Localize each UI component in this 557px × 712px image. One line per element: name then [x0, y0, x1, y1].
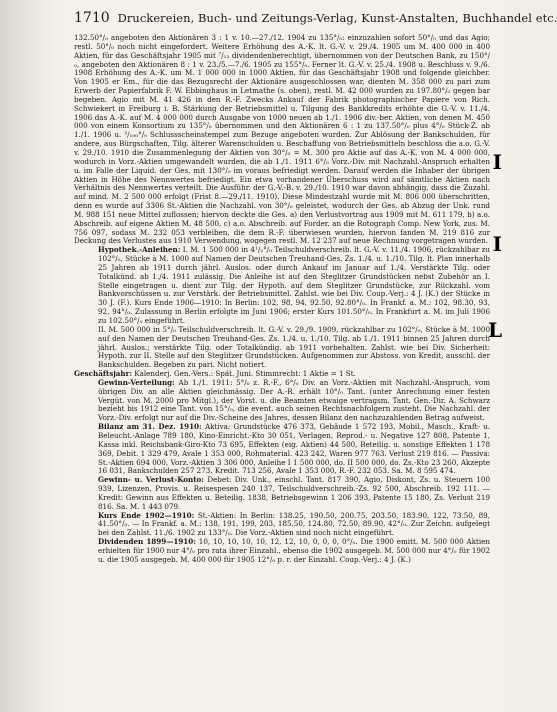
paragraph-text: Aktiva: Grundstücke 476 373, Gebäude 1 572 193, Mobil., Masch., Kraft- u. Beleucht.-Anlage 789 180, Kino-Einricht.-Kto 30 051, Verlagen, Reprod.- u. Negative 127 808, Patente 1, Kassa inkl. Reichsbank-Giro-Kto 73 695, Effekten (eig. Aktien) 44 500, Beteilig. u. sonstige Effekten 1 178 369, Debit. 1 329 479, Avale 1 353 000, Rohmaterial. 423 242, Waren 977 763. Verlust 219 816. — Passiva: St.-Aktien 694 000, Vorz.-Aktien 3 306 000, Anleihe I 1 500 000, do. II 500 000, do. Zs.-Kto 23 260, Akzepte 16 031, Bankschulden 257 273, Kredit. 713 256, Avale 1 353 000, R.-F. 232 053. Sa. M. 8 595 474.	[98, 422, 491, 476]
paragraph-mortgage-loan-ii	[74, 326, 490, 370]
paragraph-text: Ab 1./1. 1911: 5°/₀ z. R.-F., 6°/₀ Div. an Vorz.-Aktien mit Nachzahl.-Anspruch, vom übrigen Div. an alle Aktien gleichmässig. Der A.-R. erhält 10°/₀ Tant. (unter Anrechnung einer festen Vergüt. von M. 2000 pro Mitgl.), der Vorst. u. die Beamten etwaige vertragsm. Tant. Gen.-Dir. A. Schwarz bezieht bis 1912 eine Tant. von 15°/₀, die event. auch seinen Rechtsnachfolgern zusteht. Die Nachzahl. der Vorz.-Div. erfolgt nur auf die Div.-Scheine des Jahres, dessen Bilanz den nachzuzahlenden Betrag aufweist.	[98, 377, 490, 423]
paragraph-share-prices	[74, 512, 490, 539]
paragraph-mortgage-loan-i	[74, 246, 490, 326]
section-heading: Gewinn-Verteilung:	[98, 377, 175, 387]
edge-mark-2: I	[492, 232, 502, 256]
paragraph-dividends	[74, 538, 490, 565]
paragraph-text: 132.50°/₀ angeboten den Aktionären 3 : 1 v. 10.—27./12. 1904 zu 135°/₀: einzuzahlen sofort 50°/₀ und das Agio; restl. 50°/₀ noch nicht eingefordert. Weitere Erhöhung des A.-K. lt. G.-V. v. 29./4. 1905 um M. 400 000 in 400 Aktien, für das Geschäftsjahr 1905 mit ⁷/₁₂ dividendenberechtigt, übernommen von der Deutschen Bank, zu 150°/₀, angeboten den Aktionären 8 : 1 v. 23./5.—7./6. 1905 zu 155°/₀. Ferner lt. G.-V. v. 25./4. 1908 u. Beschluss v. 9./6. 1908 Erhöhung des A.-K. um M. 1 000 000 in 1000 Aktien, für das Geschäftsjahr 1908 und folgende gleichber. Von 1905 er Em., für die das Bezugsrecht der Aktionäre ausgeschlossen war, dienten M. 358 000 zu pari zum Erwerb der Papierfabrik F. W. Ebbinghaus in Letmathe (s. oben), restl. M. 42 000 wurden zu 197.80°/₀ gegen bar begeben. Agio mit M. 41 426 in den R.-F. Zwecks Ankauf der Fabrik photographischer Papiere von Rich. Schwiekert in Freiburg i. B. Stärkung der Betriebsmittel u. Tilgung des Bankkredits erhöhte die G.-V. v. 11./4. 1906 das A.-K. auf M. 4 000 000 durch Ausgabe von 1000 neuen ab 1./1. 1906 div.-ber. Aktien, von denen M. 450 000 von einem Konsortium zu 135°/₀ übernommen und den Aktionären 6 : 1 zu 137.50°/₀ plus 4°/₀ Stück-Z. ab 1./1. 1906 u. ³/₁₀₀°/₀ Schlussscheinstempel zum Bezuge angeboten wurden. Zur Ablösung der Bankschulden, für andere, aus Bürgschaften, Tilg. älterer Warenschulden u. Beschaffung von Betriebsmitteln beschloss die a.o. G.-V. v. 29./10. 1910 die Zusammenlegung der Aktien von 30°/₀ = M. 300 pro Aktie auf das A.-K. von M. 4 000 000, wodurch in Vorz.-Aktien umgewandelt wurden, die ab 1./1. 1911 6°/₀ Vorz.-Div. mit Nachzahl.-Anspruch erhalten u. im Falle der Liquid. der Ges. mit 130°/₀ im voraus befriedigt werden. Darauf werden die Inhaber der übrigen Aktien in Höhe des Nennwertes befriedigt. Ein etwa vorhandener Überschuss wird auf sämtliche Aktien nach Verhältnis des Nennwertes verteilt. Die Ausführ. der G.-V.-B. v. 29./10. 1910 war davon abhängig, dass die Zuzahl. auf mind. M. 2 500 000 erfolgt (Frist 8.—29./11. 1910). Diese Mindestzahl wurde mit M. 806 000 überschritten, denn es wurde auf 3306 St.-Aktien die Nachzahl. von 30°/₀ geleistet, wodurch der Ges. ab Abzug der Unk. rund M. 988 151 neue Mittel zuflossen; hiervon deckte die Ges. a) den Verlustvortrag aus 1909 mit M. 611 179, b) a.o. Abschreib. auf eigene Aktien M. 48 500, c) a.o. Abschreib. auf Forder. an die Rotograph Comp. New York, zus. M. 756 097, sodass M. 232 053 verbleiben, die dem R.-F. überwiesen wurden, hiervon fanden M. 219 816 zur Deckung des Verlustes aus 1910 Verwendung, wogegen restl. M. 12 237 auf neue Rechnung vorgetragen wurden.	[74, 33, 490, 246]
section-heading: Geschäftsjahr:	[74, 369, 133, 379]
section-heading: Hypothek.-Anleihen:	[98, 245, 181, 255]
paragraph-text: 10, 10, 10, 10, 10, 12, 12, 10, 0, 0, 0, 0°/₀. Die 1900 emitt. M. 500 000 Aktien erhielten für 1900 nur 4°/₀ pro rata ihrer Einzahl., ebenso die 1902 ausgegeb. M. 500 000 nur 4°/₀ für 1902 u. die 1905 ausgegeb. M. 400 000 für 1905 12°/₀ p. r. der Einzahl. Coup.-Verj.: 4 J. (K.)	[98, 537, 491, 564]
section-heading: Gewinn- u. Verlust-Konto:	[98, 475, 204, 485]
section-heading: Bilanz am 31. Dez. 1910:	[98, 422, 202, 432]
section-heading: Dividenden 1899—1910:	[98, 537, 196, 547]
edge-mark-1: I	[492, 150, 502, 174]
section-heading: Kurs Ende 1902—1910:	[98, 510, 195, 520]
paragraph-profit-loss	[74, 476, 490, 511]
page-gutter-shadow	[0, 0, 60, 712]
paragraph-text: I. M. 1 500 000 in 4¹/₂°/₀ Teilschuldverschreib. lt. G.-V. v. 11./4. 1906, rückzahlbar zu 102°/₀, Stücke à M. 1000 auf Namen der Deutschen Treuhand-Ges. Zs. 1./4. u. 1./10. Tilg. lt. Plan innerhalb 25 Jahren ab 1911 durch jährl. Auslos. oder durch Ankauf im Januar auf 1./4. Verstärkte Tilg. oder Totalkünd. ab 1./4. 1911 zulässig. Die Anleihe ist auf den Steglitzer Grundstücken nebst Zubehör an I. Stelle eingetragen u. dient zur Tilg. der Hypoth. auf dem Steglitzer Grundstücke, zur Rückzahl. vom Bankvorschüssen u. zur Verstärk. der Betriebsmittel. Zahlst. wie bei Div. Coup.-Verj.: 4 J. (K.) der Stücke in 30 J. (F.). Kurs Ende 1906—1910: In Berlin: 102, 98, 94, 92.50, 92.80°/₀. In Frankf. a. M.: 102, 98.30, 93, 92, 94°/₀. Zulassung in Berlin erfolgte im Juni 1906; erster Kurs 101.50°/₀. In Frankfurt a. M. im Juli 1906 zu 102.50°/₀ eingeführt.	[98, 245, 490, 325]
paragraph-profit-distribution	[74, 379, 490, 423]
page-header	[74, 10, 557, 26]
page-title: Druckereien, Buch- und Zeitungs-Verlag, Kunst-Anstalten, Buchhandel etc.	[117, 11, 557, 25]
page-number: 1710	[74, 10, 110, 26]
paragraph-text: Debet: Div. Unk., einschl. Tant. 817 390, Agio, Diskont, Zs. u. Steuern 100 939, Lizenzen, Provis. u. Reisespesen 240 137, Teilschuldverschreib.-Zs. 92 500, Abschreib. 192 111. — Kredit: Gewinn aus Effekten u. Beteilig. 1838, Betriebsgewinn 1 206 393, Patente 15 180, Zs. Verlust 219 816. Sa. M. 1 443 079.	[98, 475, 490, 511]
paragraph-text: II. M. 500 000 in 5°/₀ Teilschuldverschreib. lt. G.-V. v. 29./9. 1909, rückzahlbar zu 102°/₀, Stücke à M. 1000 auf den Namen der Deutschen Treuhand-Ges. Zs. 1./4. u. 1./10. Tilg. ab 1./1. 1911 binnen 25 Jahren durch jährl. Auslos.; verstärkte Tilg. oder Totalkündig. ab 1911 vorbehalten. Zahlst. wie bei Div. Sicherheit: Hypoth. zur II. Stelle auf den Steglitzer Grundstücken. Aufgenommen zur Abstoss. von Kredit, ausschl. der Bankschulden. Begeben zu pari. Nicht notiert.	[98, 324, 490, 370]
paragraph-capital-history	[74, 34, 490, 246]
paragraph-balance-sheet	[74, 423, 490, 476]
paragraph-text: Kalenderj. Gen.-Vers.: Spät. Juni. Stimmrecht: 1 Aktie = 1 St.	[132, 369, 356, 379]
edge-mark-3: L	[487, 318, 502, 342]
body-text	[74, 34, 490, 565]
paragraph-text: St.-Aktien: In Berlin: 138.25, 190.50, 200.75, 203.50, 183.90, 122, 73.50, 89, 41.50°/₀. — In Frankf. a. M.: 138, 191, 199, 203, 185.50, 124.80, 72.50, 89.90, 42°/₀. Zur Zeichn. aufgelegt bei den Zahlst. 11./6. 1902 zu 133°/₀. Die Vorz.-Aktien sind noch nicht eingeführt.	[98, 510, 490, 538]
